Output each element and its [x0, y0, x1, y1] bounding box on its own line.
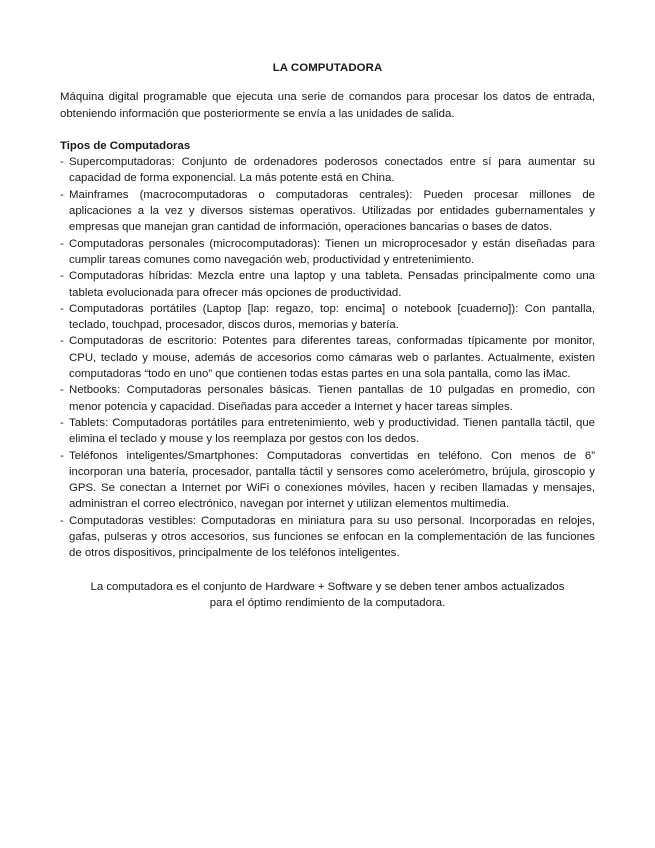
list-item-computadoras-vestibles: - Computadoras vestibles: Computadoras en miniatura para su uso personal. Incorporadas en relojes, gafas, pulseras y otros accesorios, sus funciones se enfocan en la complementación de las funciones de otros dispositivos, principalmente de los teléfonos inteligentes.	[60, 513, 595, 562]
list-item-computadoras-personales: - Computadoras personales (microcomputadoras): Tienen un microprocesador y están diseñadas para cumplir tareas comunes como navegación web, productividad y entretenimiento.	[60, 236, 595, 269]
section-heading: Tipos de Computadoras	[60, 139, 191, 152]
document-title: LA COMPUTADORA	[272, 62, 383, 74]
list-item-computadoras-escritorio: - Computadoras de escritorio: Potentes para diferentes tareas, conformadas típicamente por monitor, CPU, teclado y mouse, además de accesorios como cámaras web o parlantes. Actualmente, existen computadoras “todo en uno” que contienen todas estas partes en una sola pantalla, como las iMac.	[60, 333, 595, 382]
list-item-smartphones: - Teléfonos inteligentes/Smartphones: Computadoras convertidas en teléfono. Con menos de 6” incorporan una batería, procesador, pantalla táctil y sensores como acelerómetro, brújula, giroscopio y GPS. Se conectan a Internet por WiFi o conexiones móviles, hacen y reciben llamadas y mensajes, administran el correo electrónico, navegan por internet y utilizan elementos multimedia.	[60, 448, 595, 513]
list-item-computadoras-portatiles: - Computadoras portátiles (Laptop [lap: regazo, top: encima] o notebook [cuaderno]): Con pantalla, teclado, touchpad, procesador, discos duros, memorias y batería.	[60, 301, 595, 334]
list-item-computadoras-hibridas: - Computadoras híbridas: Mezcla entre una laptop y una tableta. Pensadas principalmente como una tableta evolucionada para ofrecer más opciones de productividad.	[60, 268, 595, 301]
intro-paragraph: Máquina digital programable que ejecuta una serie de comandos para procesar los datos de entrada, obteniendo información que posteriormente se envía a las unidades de salida.	[60, 91, 595, 120]
list-item-tablets: - Tablets: Computadoras portátiles para entretenimiento, web y productividad. Tienen pantalla táctil, que elimina el teclado y mouse y los reemplaza por gestos con los dedos.	[60, 415, 595, 448]
computer-types-list	[60, 154, 595, 561]
list-item-netbooks: - Netbooks: Computadoras personales básicas. Tienen pantallas de 10 pulgadas en promedio, con menor potencia y capacidad. Diseñadas para acceder a Internet y hacer tareas simples.	[60, 382, 595, 415]
document-page	[60, 60, 595, 611]
conclusion-paragraph: La computadora es el conjunto de Hardware + Software y se deben tener ambos actualizados para el óptimo rendimiento de la computadora.	[90, 580, 565, 609]
list-item-supercomputadoras: - Supercomputadoras: Conjunto de ordenadores poderosos conectados entre sí para aumentar su capacidad de forma exponencial. La más potente está en China.	[60, 154, 595, 187]
list-item-mainframes: - Mainframes (macrocomputadoras o computadoras centrales): Pueden procesar millones de aplicaciones a la vez y diversos sistemas operativos. Utilizadas por entidades gubernamentales y empresas que manejan gran cantidad de información, operaciones bancarias o bases de datos.	[60, 187, 595, 236]
